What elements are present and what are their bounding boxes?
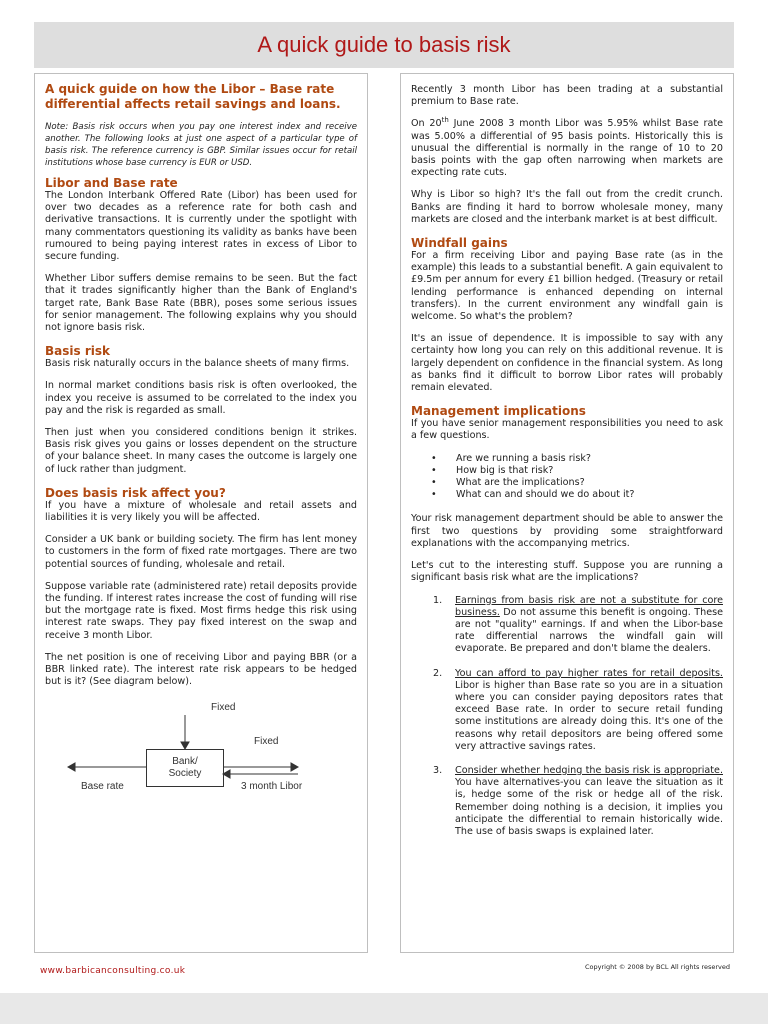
paragraph: Why is Libor so high? It's the fall out from the credit crunch. Banks are finding it hard to borrow wholesale money, many markets are closed and the interbank market is at best difficult. [411, 189, 723, 225]
item-text: Libor is higher than Base rate so you are in a situation where you can consider paying depositors rates that exceed Base rate. In order to secure retail funding some institutions are already doing this. It's one of the reasons why retail depositors are being offered some very attractive savings rates. [455, 679, 723, 752]
diagram-label-fixed-top: Fixed [211, 701, 236, 713]
item-heading: Earnings from basis risk are not a substitute for core business. [455, 594, 723, 618]
implication-item [411, 595, 723, 656]
paragraph: Let's cut to the interesting stuff. Suppose you are running a significant basis risk what are the implications? [411, 560, 723, 584]
paragraph: Then just when you considered conditions benign it strikes. Basis risk gives you gains or losses dependent on the structure of your balance sheet. In many cases the outcome is largely one of luck rather than judgment. [45, 427, 357, 475]
paragraph: Consider a UK bank or building society. The firm has lent money to customers in the form of fixed rate mortgages. There are two potential sources of funding, wholesale and retail. [45, 534, 357, 570]
questions-list [431, 453, 723, 502]
paragraph: The London Interbank Offered Rate (Libor) has been used for over two decades as a reference rate for both cash and derivative transactions. It is currently under the spotlight with many commentators questioning its validity as banks have been rumoured to being paying interest rates in excess of Libor to secure funding. [45, 190, 357, 263]
section-heading-basis-risk: Basis risk [45, 344, 110, 359]
section-heading-does-basis-risk-affect-you: Does basis risk affect you? [45, 485, 226, 500]
paragraph: If you have senior management responsibilities you need to ask a few questions. [411, 418, 723, 442]
item-heading: Consider whether hedging the basis risk is appropriate. [455, 764, 723, 776]
section-heading-libor-base-rate: Libor and Base rate [45, 176, 178, 190]
item-number: 2. [433, 667, 443, 679]
diagram-label-libor: 3 month Libor [241, 780, 303, 792]
item-number: 1. [433, 594, 443, 606]
list-item: • What can and should we do about it? [431, 489, 723, 501]
libor-arrowhead [223, 770, 230, 778]
text-fragment: On 20 [411, 118, 442, 130]
page-title: A quick guide to basis risk [257, 32, 511, 57]
footer-website-link[interactable]: www.barbicanconsulting.co.uk [40, 966, 186, 976]
footer-copyright: Copyright © 2008 by BCL All rights reserved [585, 963, 731, 971]
item-body [455, 668, 723, 753]
superscript: th [441, 116, 449, 125]
item-body [455, 765, 723, 838]
implications-list [411, 595, 723, 839]
item-text: Do not assume this benefit is ongoing. These are not "quality" earnings. If and when the Libor-base rate differential narrows the windfall gain will evaporate. Be prepared and don't blame the dealers. [455, 606, 723, 655]
paragraph: For a firm receiving Libor and paying Base rate (as in the example) this leads to a substantial benefit. A gain equivalent to £9.5m per annum for every £1 billion hedged. (Treasury or retail lending performance is enhanced depending on internal transfers). In the current environment any windfall gain is welcome. So what's the problem? [411, 250, 723, 323]
diagram-box-line1: Bank/ [172, 755, 198, 767]
item-body [455, 595, 723, 656]
list-item: • Are we running a basis risk? [431, 453, 723, 465]
list-item: • What are the implications? [431, 477, 723, 489]
paragraph: Whether Libor suffers demise remains to be seen. But the fact that it trades significantly higher than the Bank of England's target rate, Bank Base Rate (BBR), poses some serious issues for senior management. The following explains why you should not ignore basis risk. [45, 273, 357, 334]
diagram-label-fixed-right: Fixed [254, 735, 279, 747]
item-text: You have alternatives-you can leave the situation as it is, hedge some of the risk or hedge all of the risk. Remember doing nothing is a decision, it implies you anticipate the differential to remain historically wide. The use of basis swaps is explained later. [455, 777, 723, 837]
paragraph: Your risk management department should be able to answer the first two questions by providing some straightforward explanations with the accompanying metrics. [411, 513, 723, 549]
item-heading: You can afford to pay higher rates for retail deposits. [455, 667, 723, 679]
paragraph [411, 118, 723, 179]
diagram-box-line2: Society [168, 767, 202, 779]
note-paragraph: Note: Basis risk occurs when you pay one interest index and receive another. The following looks at just one aspect of a particular type of basis risk. The reference currency is GBP. Similar issues occur for retail institutions whose base currency is EUR or USD. [45, 122, 357, 168]
section-heading-management-implications: Management implications [411, 404, 586, 419]
right-column [400, 73, 734, 953]
paragraph: Suppose variable rate (administered rate) retail deposits provide the funding. If interest rates increase the cost of funding will rise but the mortgage rate is fixed. Most firms hedge this risk using interest rate swaps. They pay fixed interest on the swap and receive 3 month Libor. [45, 580, 357, 641]
paragraph: If you have a mixture of wholesale and retail assets and liabilities it is very likely you will be affected. [45, 499, 357, 524]
text-fragment: June 2008 3 month Libor was 5.95% whilst Base rate was 5.00% a differential of 95 basis points. Historically this is unusual the differential is normally in the range of 10 to 20 basis points with the gap often narrowing when markets are expecting rate cuts. [411, 118, 723, 179]
diagram-label-base-rate: Base rate [81, 780, 124, 792]
section-heading-windfall-gains: Windfall gains [411, 236, 508, 251]
paragraph: Recently 3 month Libor has been trading at a substantial premium to Base rate. [411, 84, 723, 108]
paragraph: It's an issue of dependence. It is impossible to say with any certainty how long you can rely on this additional revenue. It is largely dependent on confidence in the financial system. As long as banks find it difficult to borrow Libor rates will probably remain elevated. [411, 333, 723, 394]
paragraph: In normal market conditions basis risk is often overlooked, the index you receive is assumed to be correlated to the index you pay and the risk is regarded as small. [45, 380, 357, 416]
title-bar [34, 22, 734, 68]
base-rate-arrowhead [68, 763, 75, 771]
implication-item [411, 765, 723, 838]
left-column [34, 73, 368, 953]
item-number: 3. [433, 764, 443, 776]
fixed-inflow-arrowhead [181, 742, 189, 749]
list-item: • How big is that risk? [431, 465, 723, 477]
bank-society-box [146, 749, 224, 787]
lead-paragraph: A quick guide on how the Libor – Base rate differential affects retail savings and loans. [45, 82, 341, 111]
implication-item [411, 668, 723, 753]
cash-flow-diagram [45, 699, 359, 809]
fixed-outflow-arrowhead [291, 763, 298, 771]
paragraph: The net position is one of receiving Libor and paying BBR (or a BBR linked rate). The interest rate risk appears to be hedged but is it? (See diagram below). [45, 651, 357, 688]
paragraph: Basis risk naturally occurs in the balance sheets of many firms. [45, 358, 350, 370]
